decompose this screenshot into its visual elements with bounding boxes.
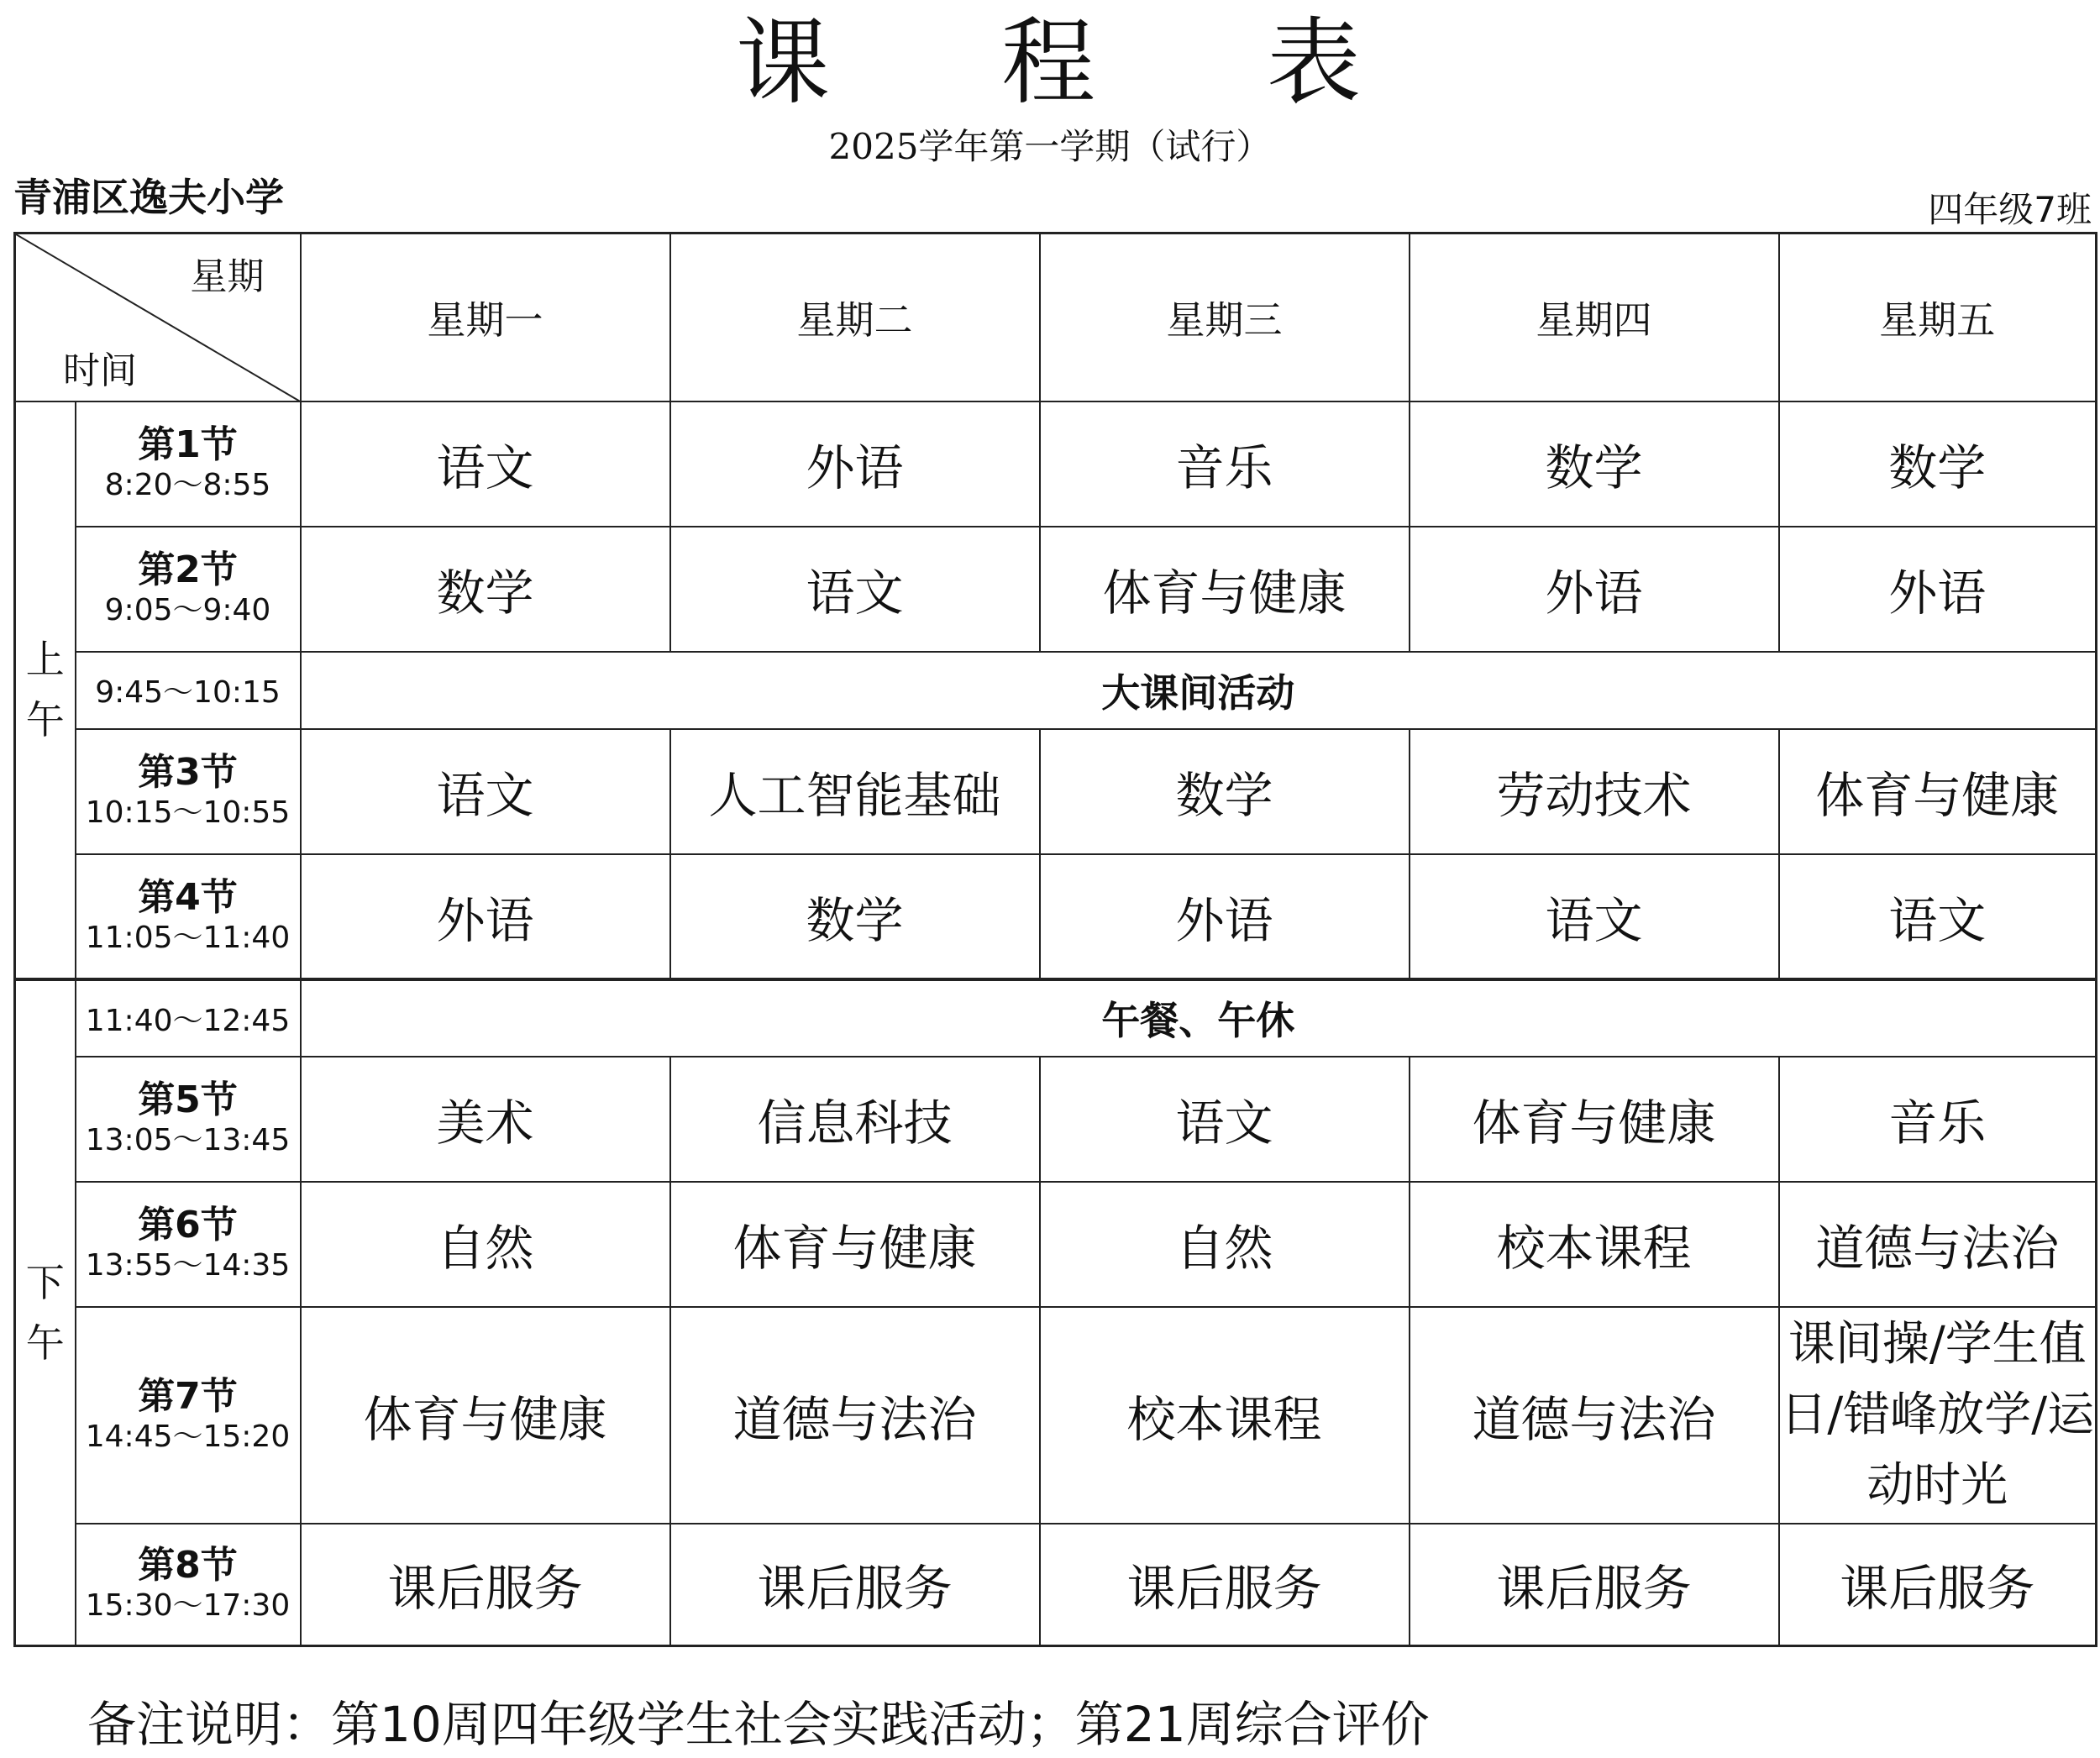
afternoon-label: 下 午 [15,979,76,1646]
period-row [15,401,2097,527]
subject-cell: 体育与健康 [1040,527,1410,652]
day-header: 星期四 [1410,234,1779,401]
subject-cell: 课后服务 [1410,1524,1779,1646]
subject-cell: 外语 [301,854,670,979]
period-cell: 第8节 15:30～17:30 [76,1524,301,1646]
day-header: 星期三 [1040,234,1410,401]
subject-cell: 外语 [1410,527,1779,652]
title-char: 表 [1267,8,1364,118]
subject-cell: 自然 [1040,1182,1410,1307]
subject-cell: 道德与法治 [1410,1307,1779,1524]
semester-subtitle: 2025学年第一学期（试行） [828,126,1272,167]
break-row [15,979,2097,1057]
title-char: 程 [1001,8,1099,118]
footnote: 备注说明：第10周四年级学生社会实践活动；第21周综合评价 [87,1696,1430,1753]
header-row [15,234,2097,401]
subject-cell: 校本课程 [1410,1182,1779,1307]
subject-cell: 语文 [1040,1057,1410,1182]
break-time: 9:45～10:15 [76,652,301,729]
subject-cell: 体育与健康 [670,1182,1040,1307]
period-cell: 第3节 10:15～10:55 [76,729,301,854]
day-header: 星期二 [670,234,1040,401]
subject-cell: 体育与健康 [1410,1057,1779,1182]
schedule-table [13,232,2097,1647]
subject-cell: 信息科技 [670,1057,1040,1182]
subject-cell: 音乐 [1040,401,1410,527]
subject-cell: 课后服务 [1779,1524,2097,1646]
period-row [15,1524,2097,1646]
subject-cell: 校本课程 [1040,1307,1410,1524]
period-cell: 第6节 13:55～14:35 [76,1182,301,1307]
subject-cell: 语文 [301,729,670,854]
subject-cell: 道德与法治 [1779,1182,2097,1307]
subject-cell: 语文 [1779,854,2097,979]
subject-cell: 美术 [301,1057,670,1182]
break-activity: 午餐、午休 [301,979,2097,1057]
corner-cell [15,234,301,401]
subject-cell: 道德与法治 [670,1307,1040,1524]
subject-cell: 课间操/学生值日/错峰放学/运动时光 [1779,1307,2097,1524]
morning-label: 上 午 [15,401,76,979]
period-row [15,729,2097,854]
subject-cell: 语文 [670,527,1040,652]
subject-cell: 数学 [670,854,1040,979]
subject-cell: 体育与健康 [301,1307,670,1524]
break-activity: 大课间活动 [301,652,2097,729]
page-title [0,0,2100,126]
subject-cell: 自然 [301,1182,670,1307]
period-row [15,1057,2097,1182]
weekday-label: 星期 [190,255,265,298]
subject-cell: 课后服务 [301,1524,670,1646]
break-row [15,652,2097,729]
subject-cell: 人工智能基础 [670,729,1040,854]
period-row [15,1307,2097,1524]
subject-cell: 数学 [1410,401,1779,527]
subject-cell: 语文 [1410,854,1779,979]
subject-cell: 体育与健康 [1779,729,2097,854]
period-cell: 第7节 14:45～15:20 [76,1307,301,1524]
period-cell: 第4节 11:05～11:40 [76,854,301,979]
subject-cell: 外语 [1040,854,1410,979]
subject-cell: 外语 [670,401,1040,527]
subject-cell: 数学 [301,527,670,652]
subject-cell: 数学 [1040,729,1410,854]
break-time: 11:40～12:45 [76,979,301,1057]
period-cell: 第1节 8:20～8:55 [76,401,301,527]
subject-cell: 劳动技术 [1410,729,1779,854]
school-name: 青浦区逸夫小学 [13,175,284,220]
period-cell: 第2节 9:05～9:40 [76,527,301,652]
subject-cell: 语文 [301,401,670,527]
subject-cell: 课后服务 [670,1524,1040,1646]
period-row [15,854,2097,979]
period-row [15,527,2097,652]
title-char: 课 [736,8,833,118]
subject-cell: 数学 [1779,401,2097,527]
period-cell: 第5节 13:05～13:45 [76,1057,301,1182]
day-header: 星期五 [1779,234,2097,401]
day-header: 星期一 [301,234,670,401]
subject-cell: 外语 [1779,527,2097,652]
subject-cell: 音乐 [1779,1057,2097,1182]
class-name: 四年级7班 [1928,189,2092,230]
time-label: 时间 [63,349,137,392]
period-row [15,1182,2097,1307]
subject-cell: 课后服务 [1040,1524,1410,1646]
